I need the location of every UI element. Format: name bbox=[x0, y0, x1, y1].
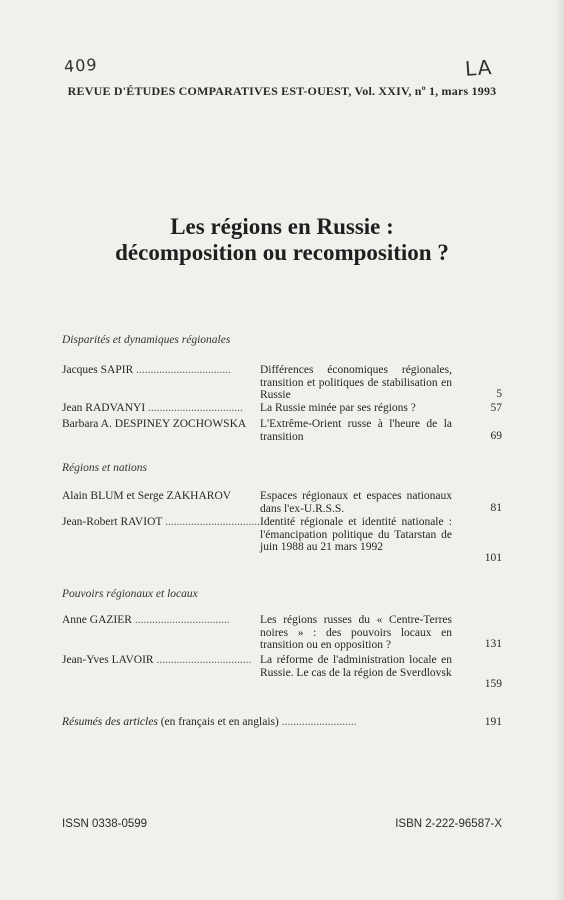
journal-header: REVUE D'ÉTUDES COMPARATIVES EST-OUEST, Vol. XXIV, nº 1, mars 1993 bbox=[67, 84, 497, 98]
issn-number: ISSN 0338-0599 bbox=[62, 818, 148, 830]
page-edge-shadow bbox=[554, 0, 564, 900]
toc-entry bbox=[62, 654, 502, 694]
entry-author: Jean-Robert RAVIOT ................................. bbox=[62, 516, 260, 528]
entry-page: 159 bbox=[484, 678, 502, 690]
section-heading: Pouvoirs régionaux et locaux bbox=[62, 588, 198, 600]
issue-title-line-2: décomposition ou recomposition ? bbox=[115, 240, 449, 265]
entry-title: Espaces régionaux et espaces nationaux dans l'ex-U.R.S.S. bbox=[260, 490, 452, 515]
issue-title-line-1: Les régions en Russie : bbox=[170, 214, 394, 239]
toc-entry bbox=[62, 364, 502, 404]
entry-title: Identité régionale et identité nationale : l'émancipation politique du Tatarstan de juin 1988 au 21 mars 1992 bbox=[260, 516, 452, 553]
entry-author: Alain BLUM et Serge ZAKHAROV bbox=[62, 490, 232, 502]
entry-page: 131 bbox=[484, 638, 502, 650]
summaries-entry: Résumés des articles (en français et en anglais) .......................... 191 bbox=[62, 716, 502, 728]
summaries-label: Résumés des articles bbox=[62, 716, 158, 728]
toc-entry bbox=[62, 516, 502, 568]
summaries-note: (en français et en anglais) bbox=[160, 716, 279, 728]
toc-entry bbox=[62, 402, 502, 416]
entry-author: Jacques SAPIR ................................. bbox=[62, 364, 231, 376]
handwritten-note-right: LA bbox=[464, 55, 494, 81]
entry-author: Jean RADVANYI ................................. bbox=[62, 402, 243, 414]
entry-author: Anne GAZIER ................................. bbox=[62, 614, 230, 626]
entry-page: 69 bbox=[490, 430, 502, 442]
entry-title: L'Extrême-Orient russe à l'heure de la transition bbox=[260, 418, 452, 443]
entry-page: 81 bbox=[490, 502, 502, 514]
entry-page: 101 bbox=[484, 552, 502, 564]
handwritten-note-left: 409 bbox=[63, 54, 99, 77]
toc-entry bbox=[62, 418, 502, 446]
entry-title: La Russie minée par ses régions ? bbox=[260, 402, 416, 414]
section-heading: Régions et nations bbox=[62, 462, 147, 474]
entry-page: 5 bbox=[496, 388, 502, 400]
toc-entry bbox=[62, 490, 502, 518]
entry-title: La réforme de l'administration locale en Russie. Le cas de la région de Sverdlovsk bbox=[260, 654, 452, 679]
entry-author: Barbara A. DESPINEY ZOCHOWSKA bbox=[62, 418, 247, 430]
isbn-number: ISBN 2-222-96587-X bbox=[395, 818, 502, 830]
entry-author: Jean-Yves LAVOIR ................................. bbox=[62, 654, 252, 666]
summaries-page: 191 bbox=[484, 716, 502, 728]
entry-title: Les régions russes du « Centre-Terres noires » : des pouvoirs locaux en transition ou en opposition ? bbox=[260, 614, 452, 651]
entry-page: 57 bbox=[490, 402, 502, 414]
section-heading: Disparités et dynamiques régionales bbox=[62, 334, 231, 346]
entry-title: Différences économiques régionales, transition et politiques de stabilisation en Russie bbox=[260, 364, 452, 401]
toc-entry bbox=[62, 614, 502, 654]
